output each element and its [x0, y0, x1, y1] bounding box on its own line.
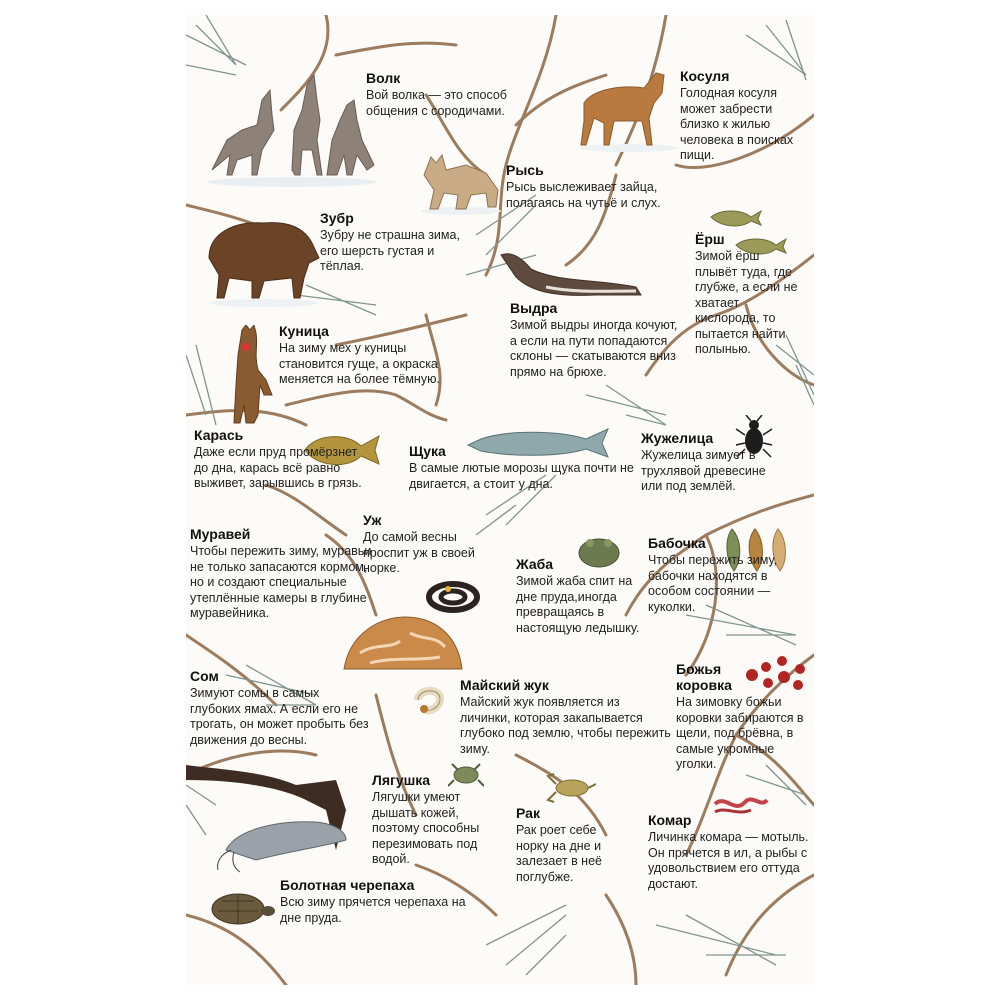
- roe-deer-icon: [574, 63, 684, 153]
- otter-icon: [496, 247, 646, 302]
- entry-bison: [320, 210, 475, 275]
- marten-icon: [224, 325, 276, 425]
- entry-text: Зимой ёрш плывёт туда, где глубже, а если не хватает кислорода, то пытается найти полынью.: [695, 249, 798, 356]
- entry-text: Майский жук появляется из личинки, которая закапывается глубоко под землю, чтобы пережить зиму.: [460, 695, 671, 756]
- cockchafer-larva-icon: [412, 683, 446, 717]
- entry-title: Выдра: [510, 300, 558, 316]
- entry-title: Карась: [194, 427, 244, 443]
- entry-grass-snake: [363, 512, 498, 577]
- entry-title: Лягушка: [372, 772, 431, 788]
- entry-frog: [372, 772, 507, 868]
- entry-title: Волк: [366, 70, 401, 86]
- entry-text: Чтобы пережить зиму, бабочки находятся в особом состоянии — куколки.: [648, 553, 777, 614]
- entry-wolf: [366, 70, 536, 119]
- entry-roe-deer: [680, 68, 808, 164]
- crayfish-icon: [546, 770, 596, 805]
- entry-text: В самые лютые морозы щука почти не двигается, а стоит у дна.: [409, 461, 634, 491]
- entry-title: Сом: [190, 668, 219, 684]
- entry-text: На зимовку божьи коровки забираются в щели, под брёвна, в самые укромные уголки.: [676, 695, 804, 771]
- entry-text: Жужелица зимует в трухлявой древесине или под землёй.: [641, 448, 766, 493]
- entry-ant: [190, 526, 378, 622]
- entry-text: На зиму мех у куницы становится гуще, а окраска меняется на более тёмную.: [279, 341, 440, 386]
- entry-title: Рысь: [506, 162, 544, 178]
- grass-snake-icon: [426, 573, 481, 613]
- entry-title: Жаба: [516, 556, 554, 572]
- wolf-icon: [202, 70, 382, 190]
- entry-text: Вой волка — это способ общения с сородичами.: [366, 88, 507, 118]
- entry-text: До самой весны проспит уж в своей норке.: [363, 530, 475, 575]
- entry-title: Божья коровка: [676, 661, 732, 693]
- entry-title: Щука: [409, 443, 446, 459]
- entry-crayfish: [516, 805, 626, 885]
- entry-title: Уж: [363, 512, 382, 528]
- entry-title: Ёрш: [695, 231, 725, 247]
- pond-turtle-icon: [202, 887, 277, 929]
- entry-ground-beetle: [641, 430, 781, 495]
- entry-title: Куница: [279, 323, 329, 339]
- entry-marten: [279, 323, 474, 388]
- entry-ladybug: [676, 661, 804, 773]
- anthill-icon: [340, 613, 465, 675]
- entry-title: Майский жук: [460, 677, 549, 693]
- entry-text: Даже если пруд промёрзнет до дна, карась всё равно выживет, зарывшись в грязь.: [194, 445, 362, 490]
- entry-title: Болотная черепаха: [280, 877, 415, 893]
- entry-pond-turtle: [280, 877, 480, 926]
- bison-icon: [204, 203, 324, 308]
- entry-catfish: [190, 668, 370, 748]
- catfish-icon: [186, 750, 376, 875]
- entry-butterfly: [648, 535, 798, 615]
- lynx-icon: [416, 135, 506, 215]
- entry-toad: [516, 556, 641, 636]
- entry-ruff: [695, 231, 800, 358]
- entry-title: Жужелица: [641, 430, 714, 446]
- entry-text: Всю зиму прячется черепаха на дне пруда.: [280, 895, 466, 925]
- illustrated-page: [186, 15, 814, 985]
- entry-mosquito: [648, 812, 810, 892]
- entry-text: Рысь выслеживает зайца, полагаясь на чутьё и слух.: [506, 180, 661, 210]
- entry-text: Чтобы пережить зиму, муравьи не только запасаются кормом, но и создают специальные утеплённые камеры в глубине муравейника.: [190, 544, 372, 620]
- entry-lynx: [506, 162, 686, 211]
- entry-text: Голодная косуля может забрести близко к жилью человека в поисках пищи.: [680, 86, 794, 162]
- entry-title: Муравей: [190, 526, 251, 542]
- entry-pike: [409, 443, 634, 492]
- entry-title: Косуля: [680, 68, 730, 84]
- entry-text: Зимой выдры иногда кочуют, а если на пути попадаются склоны — скатываются вниз прямо на брюхе.: [510, 318, 678, 379]
- entry-title: Зубр: [320, 210, 354, 226]
- entry-crucian-carp: [194, 427, 369, 492]
- entry-text: Лягушки умеют дышать кожей, поэтому способны перезимовать под водой.: [372, 790, 480, 866]
- entry-otter: [510, 300, 685, 380]
- entry-title: Рак: [516, 805, 540, 821]
- entry-text: Личинка комара — мотыль. Он прячется в ил, а рыбы с удовольствием его оттуда достают.: [648, 830, 809, 891]
- entry-text: Зубру не страшна зима, его шерсть густая и тёплая.: [320, 228, 460, 273]
- entry-text: Зимой жаба спит на дне пруда,иногда превращаясь в настоящую ледышку.: [516, 574, 640, 635]
- entry-title: Комар: [648, 812, 692, 828]
- entry-cockchafer: [460, 677, 672, 757]
- entry-title: Бабочка: [648, 535, 706, 551]
- entry-text: Зимуют сомы в самых глубоких ямах. А если его не трогать, он может пробыть без движения до весны.: [190, 686, 369, 747]
- entry-text: Рак роет себе норку на дне и залезает в неё поглубже.: [516, 823, 602, 884]
